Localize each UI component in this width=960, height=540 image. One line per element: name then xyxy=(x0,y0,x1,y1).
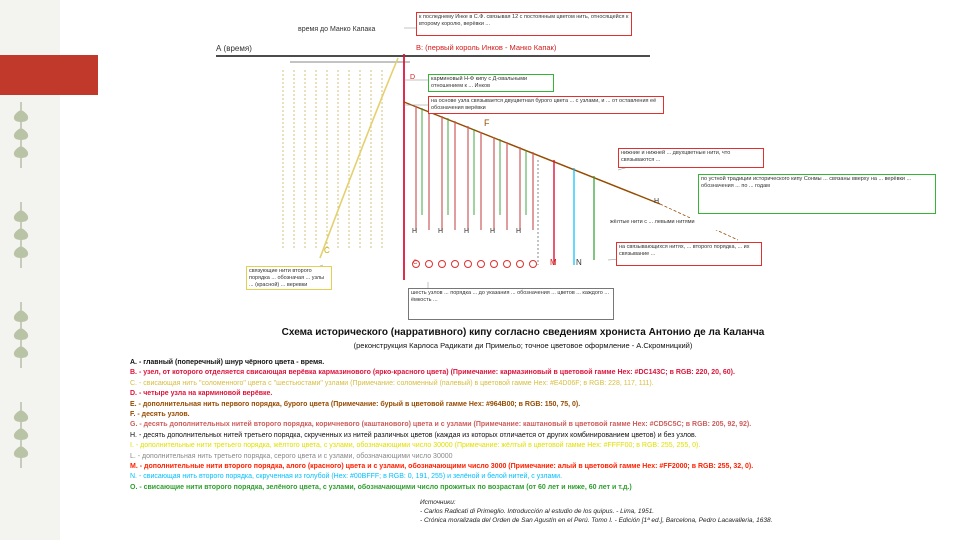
page-title: Схема исторического (нарративного) кипу согласно сведениям хрониста Антонио де ла Каланча xyxy=(281,327,765,338)
label-b: В: (первый король Инков - Манко Капак) xyxy=(416,43,557,52)
label-top: время до Манко Капака xyxy=(298,26,376,33)
legend-row xyxy=(130,358,930,368)
legend-row xyxy=(130,462,930,472)
legend-text: H. - десять дополнительных нитей третьего порядка, скрученных из нитей различных цветов (каждая из которых отличается от других комбинированием цветов) и без узлов. xyxy=(130,431,697,439)
legend-row xyxy=(130,400,930,410)
legend-row xyxy=(130,368,930,378)
legend-text: N. - свисающая нить второго порядка, скрученная из голубой (Hex: #00BFFF; в RGB: 0, 191, 255) и зелёной и белой нитей, с узлами. xyxy=(130,473,563,481)
legend-row xyxy=(130,410,930,420)
source-item: - Carlos Radicati di Primeglio. Introducción al estudio de los quipus. - Lima, 1951. xyxy=(420,508,655,515)
pendants-o xyxy=(422,108,526,215)
legend-text: I. - дополнительные нити третьего порядка, жёлтого цвета, с узлами, обозначающими число 30000 (Примечание: жёлтый в цветовой гамме Hex: #FFFF00; в RGB: 255, 255, 0). xyxy=(130,442,701,450)
h-label: H xyxy=(464,228,470,235)
label-f: F xyxy=(484,118,490,128)
legend-text: O. - свисающие нити второго порядка, зелёного цвета, с узлами, обозначающими число прожитых по возрастам (от 60 лет и ниже, 60 лет и т.д.) xyxy=(130,483,632,491)
slide-content xyxy=(98,10,948,532)
label-c: С xyxy=(324,246,330,255)
label-m: M xyxy=(550,258,557,267)
leaf-ornament-icon xyxy=(8,200,34,270)
note-mid-red: на основе узла связывается двуцветная бурого цвета ... с узлами, и ... от оставления её обозначения верёвки xyxy=(428,96,664,114)
legend-text: B. - узел, от которого отделяется свисающая верёвка кармазинового (ярко-красного цвета) (Примечание: кармазиновый в цветовой гамме Hex: #DC143C; в RGB: 220, 20, 60). xyxy=(130,369,735,377)
legend-text: M. - дополнительные нити второго порядка, алого (красного) цвета и с узлами, обозначающими число 3000 (Примечание: алый в цветовой гамме Hex: #FF2000; в RGB: 255, 32, 0). xyxy=(130,463,754,471)
knot-label: С xyxy=(413,260,418,266)
legend-text: F. - десять узлов. xyxy=(130,411,190,419)
label-n: N xyxy=(576,258,582,267)
legend-row xyxy=(130,472,930,482)
label-h: H xyxy=(654,198,660,205)
sources-heading: Источники: xyxy=(420,499,456,506)
pendants-g xyxy=(416,106,533,230)
note-green-d: карминовый Н-Ф кипу с Д-овальными отношением к ... Инков xyxy=(428,74,554,92)
leaf-ornament-icon xyxy=(8,400,34,470)
legend-row xyxy=(130,441,930,451)
label-d: D xyxy=(410,74,416,81)
note-top-red: к последнему Инке в С.Ф. связывая 12 с постоянным цветом нить, относящейся к второму королю, верёвки ... xyxy=(416,12,632,36)
note-right-red: нижние и нижней ... двухцветные нити, что связываются ... xyxy=(618,148,764,168)
knot-row xyxy=(413,261,537,268)
note-right-green: по устной традиции исторического кипу Сонмы ... связаны вверху на ... верёвки ... обозначения ... по ... годам xyxy=(698,174,936,214)
source-item: - Crónica moralizada del Orden de San Agustín en el Perú. Tomo I. - Edición [1ª ed.], Barcelona, Pedro Lacavalleria, 1638. xyxy=(420,517,773,524)
slide-accent-bar xyxy=(0,55,98,95)
legend-row xyxy=(130,483,930,493)
legend-text: E. - дополнительная нить первого порядка, бурого цвета (Примечание: бурый в цветовой гамме Hex: #964B00; в RGB: 150, 75, 0). xyxy=(130,400,581,408)
leaf-ornament-icon xyxy=(8,300,34,370)
leaf-ornament-icon xyxy=(8,100,34,170)
legend-text: D. - четыре узла на карминовой верёвке. xyxy=(130,390,273,398)
legend-row xyxy=(130,420,930,430)
h-label: H xyxy=(490,228,496,235)
legend-list xyxy=(130,358,930,493)
note-bottom-gray: шесть узлов ... порядка ... до указания ... обозначения ... цветов ... каждого ... ёмкость ... xyxy=(408,288,614,320)
h-label: H xyxy=(412,228,418,235)
legend-text: A. - главный (поперечный) шнур чёрного цвета - время. xyxy=(130,359,325,366)
note-right-red2: на связывающихся нитях, ... второго порядка, ... их связывание ... xyxy=(616,242,762,266)
legend-row xyxy=(130,452,930,462)
quipu-diagram xyxy=(98,10,948,322)
h-label: H xyxy=(516,228,522,235)
note-left-yellow: связующие нити второго порядка ... обозначая ... узлы ... (красной) ... веревки xyxy=(246,266,332,290)
legend-row xyxy=(130,379,930,389)
h-label: H xyxy=(438,228,444,235)
page-subtitle: (реконструкция Карлоса Радикати ди Примельо; точное цветовое оформление - А.Скромницкий) xyxy=(353,341,693,350)
cord-c xyxy=(320,58,398,258)
label-a: А (время) xyxy=(216,44,252,53)
legend-text: G. - десять дополнительных нитей второго порядка, коричневого (каштанового) цвета и с узлами (Примечание: каштановый в цветовой гамме Hex: #CD5C5C; в RGB: 205, 92, 92). xyxy=(130,421,752,429)
sources-block xyxy=(420,498,940,525)
legend-row xyxy=(130,431,930,441)
legend-text: C. - свисающая нить "соломенного" цвета с "шестьюстами" узлами (Примечание: соломенный (палевый) в цветовой гамме Hex: #E4D06F; в RGB: 228, 117, 111). xyxy=(130,379,654,387)
legend-row xyxy=(130,389,930,399)
legend-text: L. - дополнительная нить третьего порядка, серого цвета и с узлами, обозначающими число 30000 xyxy=(130,452,453,460)
quipu-diagram-lines xyxy=(98,10,948,322)
note-yellow-small: жёлтые нити с ... левыми нитями xyxy=(608,218,722,230)
